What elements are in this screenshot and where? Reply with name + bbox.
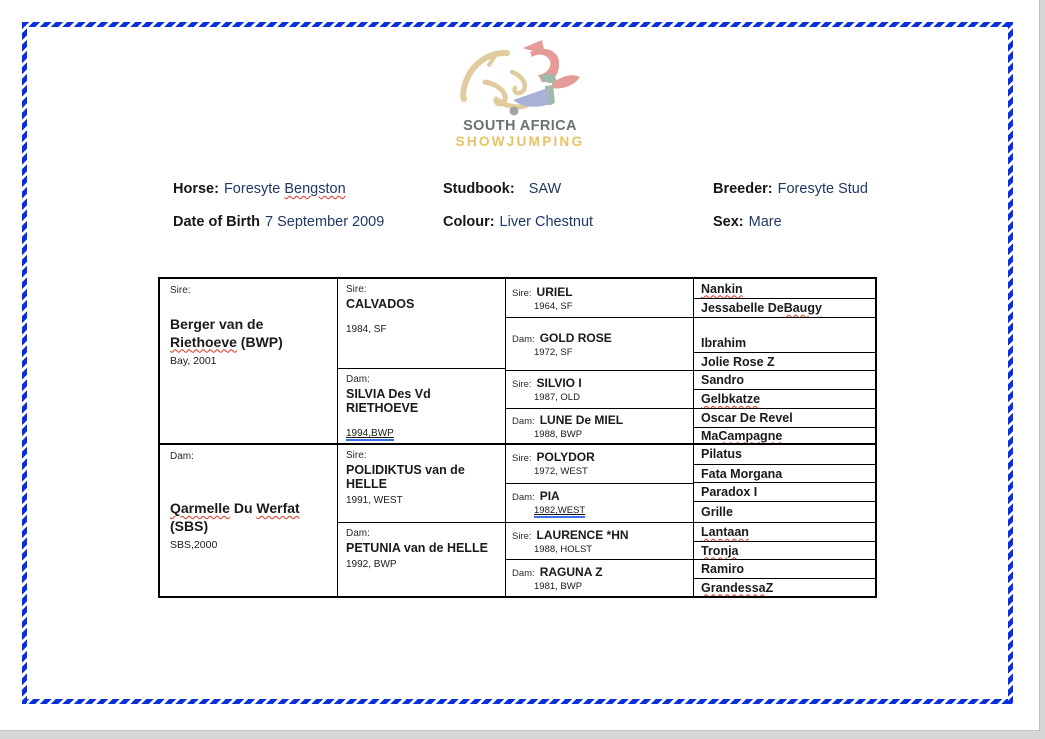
gen4-cell: Grille (694, 501, 875, 522)
logo-text-showjumping: SHOWJUMPING (455, 133, 585, 149)
dam-pedigree-half (160, 443, 875, 596)
dam-dam-cell (338, 522, 505, 596)
horse-name: POLIDIKTUS van de HELLE (346, 463, 465, 491)
studbook-field (443, 181, 561, 197)
gen3-cell (506, 522, 693, 560)
relation-label: Dam: (512, 567, 535, 579)
horse-details: 1984, SF (346, 324, 387, 335)
horse-name: Berger van de Riethoeve (BWP) (170, 316, 283, 350)
horse-name: URIEL (536, 284, 573, 299)
gen3-cell (506, 559, 693, 596)
gen4-cell: Tronja (694, 541, 875, 560)
horse-details: 1988, HOLST (534, 543, 593, 555)
great-great-grandparents-column (693, 279, 875, 443)
gen4-cell: Fata Morgana (694, 464, 875, 483)
page-art-border-top (22, 22, 1013, 27)
gen3-cell (506, 317, 693, 370)
date-of-birth-value: 7 September 2009 (265, 214, 385, 230)
pedigree-table (158, 277, 877, 598)
horse-details: 1972, WEST (534, 466, 588, 478)
gen4-cell: Sandro (694, 370, 875, 389)
horse-name: PIA (539, 489, 560, 504)
horse-details: Bay, 2001 (170, 355, 217, 367)
relation-label: Dam: (346, 527, 370, 539)
relation-label: Sire: (512, 453, 532, 465)
horse-name: LUNE De MIEL (539, 412, 624, 427)
relation-label: Dam: (512, 492, 535, 504)
date-of-birth-label: Date of Birth (173, 214, 260, 230)
gen4-cell: Ramiro (694, 559, 875, 578)
gen4-cell: Oscar De Revel (694, 408, 875, 427)
grandparents-column (337, 279, 505, 443)
relation-label: Dam: (170, 451, 194, 462)
gen4-cell: Lantaan (694, 522, 875, 541)
horse-details: 1982,WEST (534, 505, 586, 517)
horse-details: 1964, SF (534, 300, 573, 312)
south-africa-showjumping-logo (440, 38, 600, 148)
date-of-birth-field (173, 214, 384, 230)
relation-label: Sire: (512, 287, 532, 299)
horse-and-rider-logo-icon (455, 38, 585, 118)
sex-field (713, 214, 782, 230)
gen4-cell: Jessabelle De Baugy (694, 298, 875, 317)
gen3-cell (506, 279, 693, 317)
horse-value: Foresyte Bengston (223, 181, 346, 197)
relation-label: Dam: (512, 333, 535, 345)
great-great-grandparents-column (693, 445, 875, 596)
horse-details: 1991, WEST (346, 495, 403, 506)
breeder-field (713, 181, 868, 197)
horse-name: POLYDOR (536, 450, 595, 465)
relation-label: Sire: (170, 285, 191, 296)
horse-name: GOLD ROSE (539, 330, 612, 345)
colour-field (443, 214, 593, 230)
sire-dam-cell (338, 368, 505, 443)
gen3-cell (506, 445, 693, 483)
horse-name: PETUNIA van de HELLE (346, 540, 488, 555)
grandparents-column (337, 445, 505, 596)
colour-value: Liver Chestnut (499, 214, 594, 230)
horse-details: 1972, SF (534, 346, 573, 358)
relation-label: Sire: (346, 284, 367, 295)
horse-name: RAGUNA Z (539, 564, 603, 579)
sire-pedigree-half (160, 279, 875, 443)
page-art-border-bottom (22, 699, 1013, 704)
gen4-cell: Grandessa Z (694, 578, 875, 596)
horse-name: SILVIO I (536, 376, 582, 390)
gen4-cell: Ma Campagne (694, 427, 875, 443)
page-art-border-right (1008, 22, 1013, 704)
great-grandparents-column (505, 279, 693, 443)
gen4-cell: Paradox I (694, 482, 875, 501)
great-grandparents-column (505, 445, 693, 596)
breeder-value: Foresyte Stud (777, 181, 868, 197)
horse-details: 1981, BWP (534, 580, 583, 592)
horse-label: Horse: (173, 181, 219, 197)
gen4-cell: Jolie Rose Z (694, 352, 875, 370)
page-art-border-left (22, 22, 27, 704)
horse-details: 1987, OLD (534, 392, 580, 403)
studbook-value: SAW (528, 181, 562, 197)
relation-label: Sire: (512, 379, 532, 390)
horse-details: SBS,2000 (170, 539, 218, 551)
breeder-label: Breeder: (713, 181, 773, 197)
dam-cell (160, 445, 337, 596)
sex-label: Sex: (713, 214, 744, 230)
gen4-cell: Pilatus (701, 447, 742, 462)
horse-name: Qarmelle Du Werfat (SBS) (170, 500, 300, 534)
gen3-cell (506, 483, 693, 522)
gen4-cell: Gelbkatze (694, 389, 875, 408)
horse-name: LAURENCE *HN (536, 527, 629, 542)
gen4-cell: Ibrahim (694, 317, 875, 352)
horse-details: 1994,BWP (346, 428, 394, 439)
relation-label: Dam: (512, 415, 535, 427)
horse-details: 1988, BWP (534, 428, 583, 440)
sex-value: Mare (748, 214, 782, 230)
relation-label: Sire: (346, 450, 367, 461)
dam-sire-cell (338, 445, 505, 522)
sire-sire-cell (338, 279, 505, 368)
horse-field (173, 181, 346, 197)
gen3-cell (506, 408, 693, 443)
relation-label: Dam: (346, 374, 370, 385)
horse-name: CALVADOS (346, 297, 415, 311)
horse-details: 1992, BWP (346, 558, 397, 570)
sire-cell (160, 279, 337, 443)
gen3-cell (506, 370, 693, 408)
horse-name: SILVIA Des Vd RIETHOEVE (346, 387, 431, 415)
relation-label: Sire: (512, 530, 532, 542)
colour-label: Colour: (443, 214, 495, 230)
studbook-label: Studbook: (443, 181, 515, 197)
gen4-cell: Nankin (701, 281, 743, 296)
logo-text-south-africa: SOUTH AFRICA (463, 118, 577, 134)
